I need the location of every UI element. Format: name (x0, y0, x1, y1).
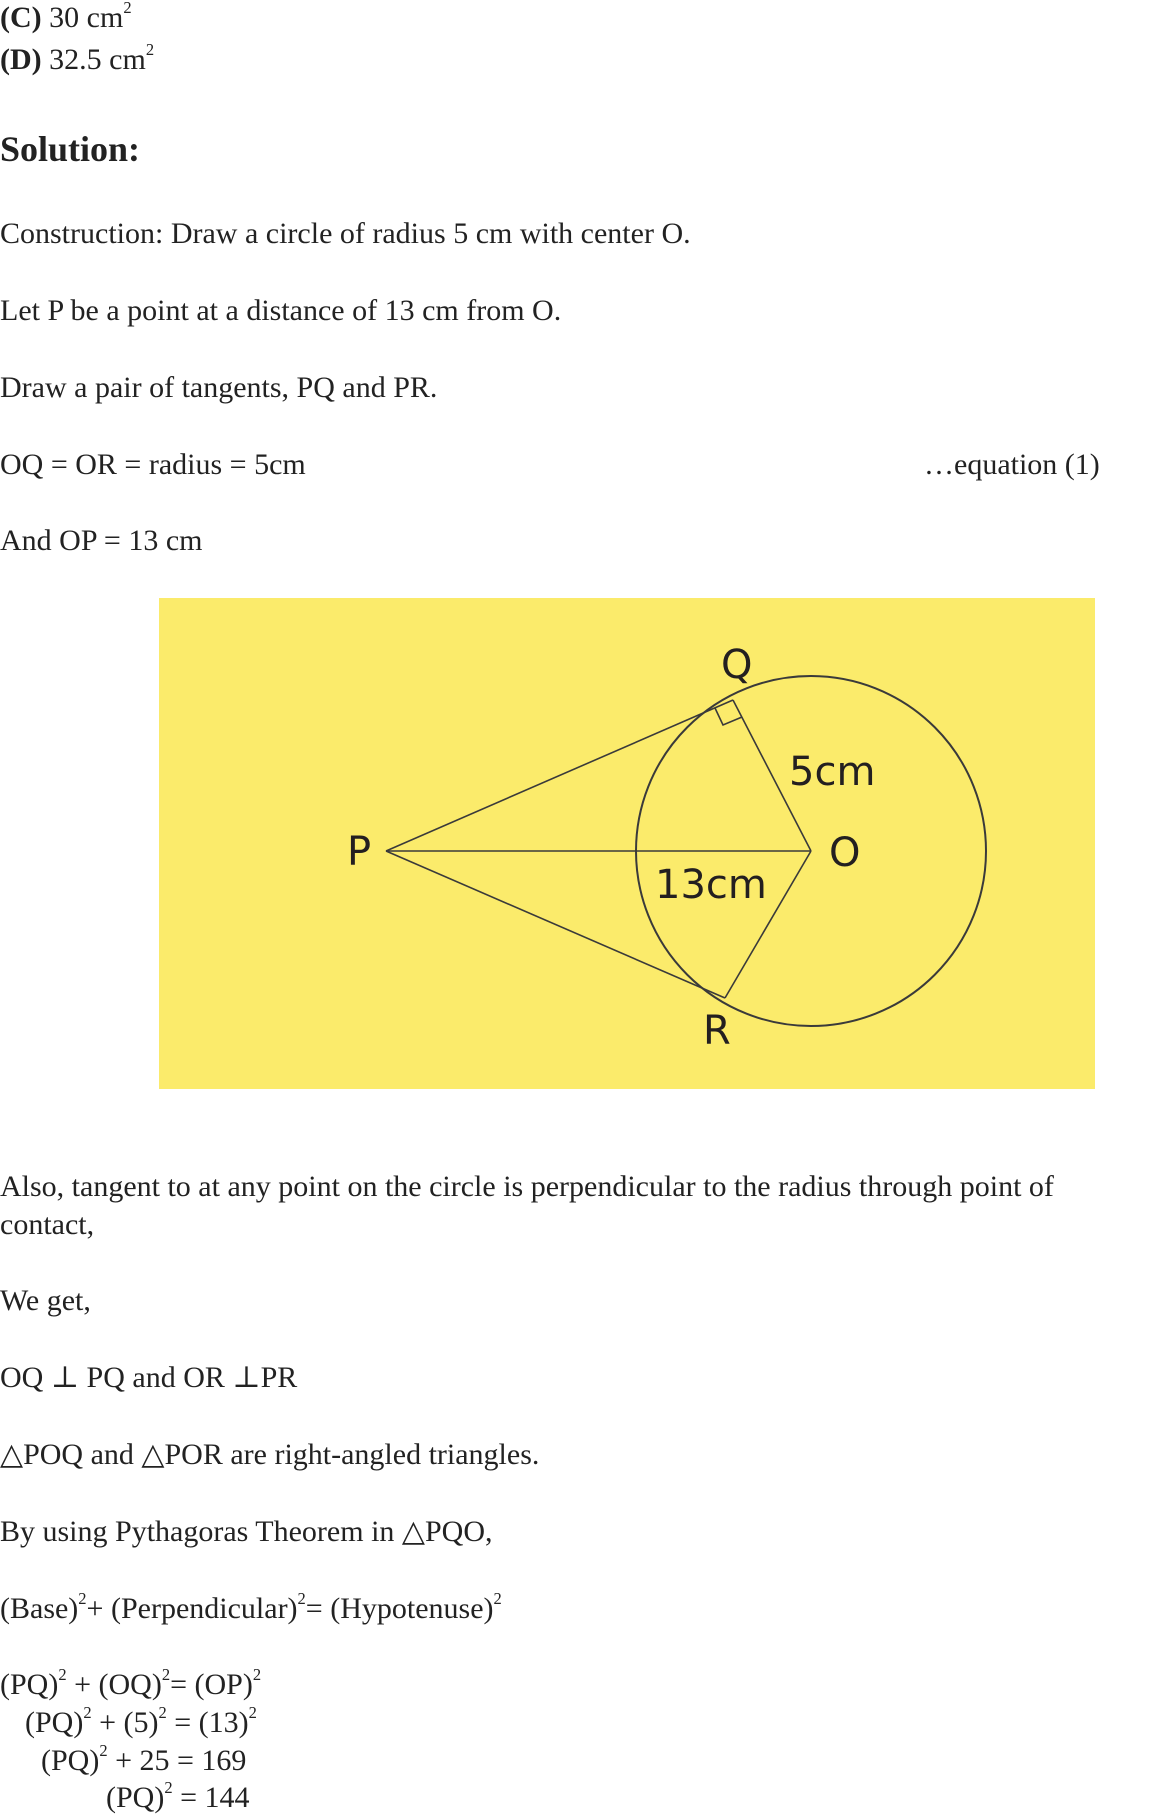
equation-reference: …equation (1) (924, 448, 1100, 481)
superscript: 2 (83, 1702, 92, 1722)
label-q: Q (721, 642, 753, 688)
superscript: 2 (158, 1702, 167, 1722)
diagram-background (159, 598, 1095, 1089)
step-term: = (13) (166, 1706, 249, 1739)
step-term: (PQ) (25, 1706, 84, 1739)
superscript: 2 (164, 1777, 173, 1797)
tangent-diagram (159, 598, 1095, 1089)
step-term: + (5) (91, 1706, 159, 1739)
step-2 (25, 1702, 257, 1741)
option-letter: (C) (0, 1, 42, 34)
option-text: 32.5 cm (49, 43, 146, 76)
construction-text: Construction: Draw a circle of radius 5 cm with center O. (0, 217, 691, 250)
point-p-text: Let P be a point at a distance of 13 cm from O. (0, 294, 562, 327)
step-term: = (OP) (170, 1668, 253, 1701)
superscript: 2 (78, 1588, 87, 1608)
superscript: 2 (58, 1664, 67, 1684)
step-term: + (OQ) (66, 1668, 162, 1701)
perpendicular-text: OQ ⊥ PQ and OR ⊥PR (0, 1361, 298, 1394)
label-distance: 13cm (655, 862, 767, 908)
superscript: 2 (248, 1702, 257, 1722)
right-triangles-text: △POQ and △POR are right-angled triangles. (0, 1438, 540, 1471)
superscript: 2 (123, 0, 132, 17)
label-p: P (347, 829, 372, 875)
option-text: 30 cm (49, 1, 124, 34)
step-term: (PQ) (41, 1744, 100, 1777)
label-o: O (829, 830, 861, 876)
superscript: 2 (145, 39, 155, 59)
superscript: 2 (161, 1664, 171, 1684)
step-4 (106, 1777, 250, 1816)
also-text-line2: contact, (0, 1208, 95, 1241)
option-d (0, 39, 155, 78)
label-radius: 5cm (789, 749, 876, 795)
we-get-text: We get, (0, 1284, 91, 1317)
step-term: (PQ) (0, 1668, 59, 1701)
pythagoras-text: By using Pythagoras Theorem in △PQO, (0, 1515, 493, 1548)
step-1 (0, 1664, 262, 1703)
tangent-diagram-svg (159, 598, 1095, 1089)
also-text-line1: Also, tangent to at any point on the circle is perpendicular to the radius through point of (0, 1170, 1054, 1203)
label-r: R (703, 1008, 731, 1054)
superscript: 2 (99, 1740, 108, 1760)
formula-base: (Base) (0, 1592, 79, 1625)
op-text: And OP = 13 cm (0, 524, 203, 557)
formula-perpendicular: + (Perpendicular) (86, 1592, 298, 1625)
tangents-text: Draw a pair of tangents, PQ and PR. (0, 371, 438, 404)
superscript: 2 (297, 1588, 306, 1608)
superscript: 2 (493, 1588, 502, 1608)
option-letter: (D) (0, 43, 42, 76)
superscript: 2 (252, 1664, 262, 1684)
option-c (0, 0, 132, 36)
oq-or-text: OQ = OR = radius = 5cm (0, 448, 306, 481)
step-3 (41, 1740, 247, 1779)
solution-heading: Solution: (0, 129, 141, 169)
formula-hypotenuse: = (Hypotenuse) (305, 1592, 494, 1625)
step-term: = 144 (172, 1781, 250, 1814)
pythagoras-formula (0, 1588, 502, 1627)
step-term: + 25 = 169 (107, 1744, 247, 1777)
step-term: (PQ) (106, 1781, 165, 1814)
